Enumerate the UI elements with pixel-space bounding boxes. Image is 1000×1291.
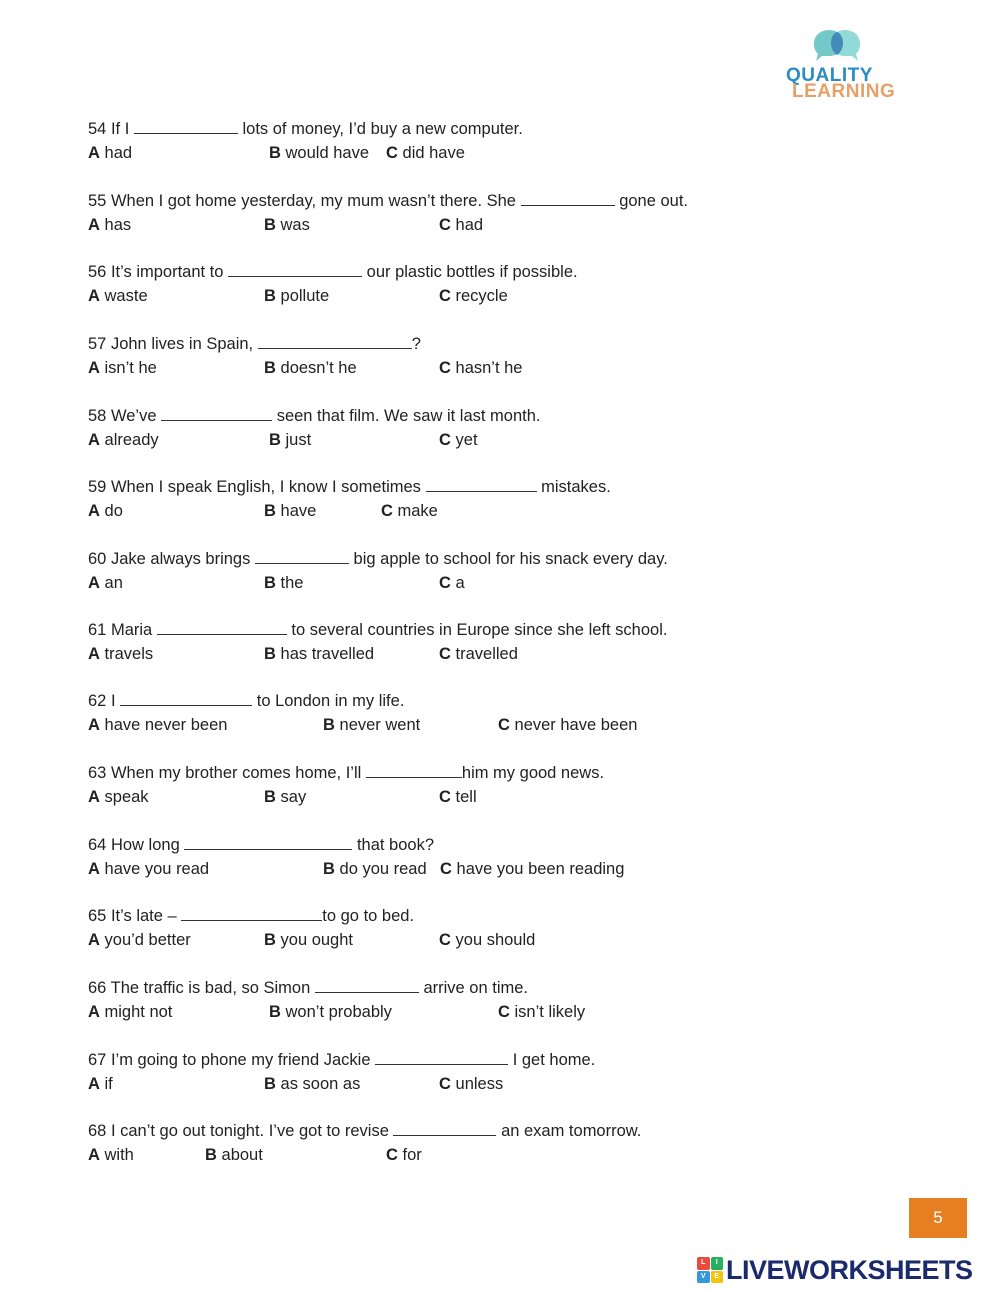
- question-text: [88, 476, 611, 498]
- question-number: 67: [88, 1051, 107, 1069]
- option-text: never went: [339, 716, 421, 734]
- question-text: [88, 118, 523, 140]
- option-a[interactable]: [88, 858, 209, 880]
- question-stem-before: How long: [110, 836, 180, 854]
- question-text: [88, 1049, 595, 1071]
- option-text: have you been reading: [456, 860, 625, 878]
- option-text: doesn’t he: [280, 359, 357, 377]
- option-a[interactable]: [88, 1073, 113, 1095]
- option-b[interactable]: [269, 429, 311, 451]
- option-letter: A: [88, 788, 100, 806]
- question-stem-after: lots of money, I’d buy a new computer.: [242, 120, 523, 138]
- question-stem-after: seen that film. We saw it last month.: [276, 407, 541, 425]
- option-letter: C: [498, 1003, 510, 1021]
- question-number: 63: [88, 764, 107, 782]
- option-text: an: [104, 574, 123, 592]
- option-text: you ought: [280, 931, 353, 949]
- question-stem-before: It’s late –: [110, 907, 177, 925]
- question-stem-before: The traffic is bad, so Simon: [110, 979, 311, 997]
- option-letter: B: [269, 144, 281, 162]
- question-number: 60: [88, 550, 107, 568]
- option-text: a: [455, 574, 465, 592]
- option-letter: C: [439, 574, 451, 592]
- option-letter: C: [439, 287, 451, 305]
- option-letter: C: [439, 931, 451, 949]
- question-number: 58: [88, 407, 107, 425]
- option-letter: A: [88, 645, 100, 663]
- question-stem-before: Jake always brings: [110, 550, 251, 568]
- quality-learning-logo: [786, 28, 910, 104]
- answer-blank[interactable]: [375, 1050, 508, 1065]
- option-b[interactable]: [205, 1144, 263, 1166]
- option-text: just: [285, 431, 312, 449]
- option-a[interactable]: [88, 500, 123, 522]
- liveworksheets-brand: [697, 1255, 973, 1285]
- question-text: [88, 261, 578, 283]
- question-stem-after: to go to bed.: [322, 907, 415, 925]
- option-letter: A: [88, 1003, 100, 1021]
- option-text: speak: [104, 788, 149, 806]
- option-letter: A: [88, 1075, 100, 1093]
- option-letter: B: [264, 359, 276, 377]
- option-letter: C: [381, 502, 393, 520]
- option-b[interactable]: [264, 285, 329, 307]
- option-letter: A: [88, 431, 100, 449]
- option-letter: A: [88, 359, 100, 377]
- option-text: isn’t he: [104, 359, 157, 377]
- option-text: never have been: [514, 716, 638, 734]
- answer-blank[interactable]: [120, 691, 252, 706]
- option-text: have never been: [104, 716, 228, 734]
- option-text: won’t probably: [285, 1003, 392, 1021]
- option-b[interactable]: [323, 858, 427, 880]
- option-text: you should: [455, 931, 536, 949]
- option-a[interactable]: [88, 1144, 134, 1166]
- option-letter: A: [88, 144, 100, 162]
- option-a[interactable]: [88, 429, 159, 451]
- question-stem-before: John lives in Spain,: [110, 335, 254, 353]
- option-letter: B: [323, 860, 335, 878]
- question-stem-before: If I: [110, 120, 130, 138]
- option-text: would have: [285, 144, 369, 162]
- option-c[interactable]: [498, 714, 637, 736]
- answer-blank[interactable]: [228, 262, 362, 277]
- option-c[interactable]: [381, 500, 438, 522]
- option-b[interactable]: [264, 357, 357, 379]
- option-text: unless: [455, 1075, 504, 1093]
- answer-blank[interactable]: [161, 406, 272, 421]
- option-c[interactable]: [439, 572, 465, 594]
- option-text: you’d better: [104, 931, 191, 949]
- option-c[interactable]: [439, 429, 478, 451]
- question-text: [88, 977, 528, 999]
- answer-blank[interactable]: [393, 1121, 496, 1136]
- option-text: yet: [455, 431, 478, 449]
- option-letter: B: [269, 1003, 281, 1021]
- option-c[interactable]: [439, 357, 522, 379]
- question-number: 65: [88, 907, 107, 925]
- question-stem-after: an exam tomorrow.: [501, 1122, 642, 1140]
- question-stem-after: big apple to school for his snack every day.: [353, 550, 668, 568]
- option-letter: B: [264, 931, 276, 949]
- option-text: with: [104, 1146, 134, 1164]
- question-stem-before: When I speak English, I know I sometimes: [110, 478, 421, 496]
- option-letter: C: [386, 144, 398, 162]
- question-text: [88, 190, 688, 212]
- option-letter: C: [439, 431, 451, 449]
- option-letter: B: [264, 502, 276, 520]
- option-a[interactable]: [88, 142, 132, 164]
- badge-letter: E: [711, 1271, 724, 1284]
- question-stem-after: our plastic bottles if possible.: [366, 263, 578, 281]
- answer-blank[interactable]: [315, 978, 419, 993]
- option-letter: C: [439, 216, 451, 234]
- option-text: has travelled: [280, 645, 375, 663]
- question-stem-after: mistakes.: [541, 478, 611, 496]
- option-text: make: [397, 502, 438, 520]
- option-letter: B: [264, 216, 276, 234]
- option-letter: A: [88, 216, 100, 234]
- badge-letter: L: [697, 1257, 710, 1270]
- option-b[interactable]: [264, 500, 316, 522]
- question-stem-before: I’m going to phone my friend Jackie: [110, 1051, 371, 1069]
- option-c[interactable]: [386, 142, 465, 164]
- option-letter: B: [205, 1146, 217, 1164]
- question-number: 57: [88, 335, 107, 353]
- question-stem-before: When my brother comes home, I’ll: [110, 764, 362, 782]
- option-a[interactable]: [88, 929, 191, 951]
- option-letter: C: [386, 1146, 398, 1164]
- question-stem-after: that book?: [356, 836, 434, 854]
- option-text: do you read: [339, 860, 427, 878]
- option-a[interactable]: [88, 572, 123, 594]
- question-stem-before: I can’t go out tonight. I’ve got to revise: [110, 1122, 389, 1140]
- question-number: 55: [88, 192, 107, 210]
- badge-letter: V: [697, 1271, 710, 1284]
- page-number-badge: [909, 1198, 967, 1238]
- option-text: isn’t likely: [514, 1003, 586, 1021]
- question-stem-before: Maria: [110, 621, 153, 639]
- question-stem-before: We’ve: [110, 407, 157, 425]
- question-number: 62: [88, 692, 107, 710]
- page-number: 5: [933, 1208, 943, 1227]
- question-text: [88, 905, 414, 927]
- option-text: had: [455, 216, 484, 234]
- option-c[interactable]: [386, 1144, 422, 1166]
- logo-word-learning: LEARNING: [792, 81, 896, 102]
- question-number: 59: [88, 478, 107, 496]
- answer-blank[interactable]: [184, 835, 352, 850]
- option-text: if: [104, 1075, 113, 1093]
- option-letter: B: [264, 287, 276, 305]
- option-text: hasn’t he: [455, 359, 523, 377]
- option-b[interactable]: [323, 714, 420, 736]
- question-text: [88, 333, 421, 355]
- question-text: [88, 1120, 641, 1142]
- option-text: have you read: [104, 860, 210, 878]
- question-stem-after: him my good news.: [461, 764, 605, 782]
- option-text: say: [280, 788, 307, 806]
- option-c[interactable]: [439, 929, 535, 951]
- option-letter: C: [439, 359, 451, 377]
- option-b[interactable]: [264, 929, 353, 951]
- question-number: 56: [88, 263, 107, 281]
- option-text: do: [104, 502, 123, 520]
- question-stem-after: I get home.: [512, 1051, 596, 1069]
- option-text: had: [104, 144, 133, 162]
- option-letter: A: [88, 287, 100, 305]
- option-c[interactable]: [439, 1073, 503, 1095]
- option-c[interactable]: [439, 786, 477, 808]
- question-stem-after: ?: [411, 335, 421, 353]
- option-text: for: [402, 1146, 422, 1164]
- answer-blank[interactable]: [134, 119, 238, 134]
- option-a[interactable]: [88, 643, 153, 665]
- answer-blank[interactable]: [157, 620, 287, 635]
- option-letter: B: [264, 788, 276, 806]
- option-text: as soon as: [280, 1075, 361, 1093]
- option-b[interactable]: [264, 643, 374, 665]
- option-text: the: [280, 574, 304, 592]
- option-letter: C: [440, 860, 452, 878]
- question-number: 64: [88, 836, 107, 854]
- option-b[interactable]: [269, 142, 369, 164]
- option-c[interactable]: [440, 858, 624, 880]
- option-letter: A: [88, 716, 100, 734]
- option-a[interactable]: [88, 1001, 172, 1023]
- question-stem-before: It’s important to: [110, 263, 224, 281]
- question-stem-after: arrive on time.: [423, 979, 529, 997]
- question-text: [88, 762, 604, 784]
- option-a[interactable]: [88, 786, 149, 808]
- option-letter: B: [323, 716, 335, 734]
- option-b[interactable]: [269, 1001, 392, 1023]
- option-text: recycle: [455, 287, 508, 305]
- speech-bubbles-icon: [810, 28, 864, 62]
- answer-blank[interactable]: [258, 334, 412, 349]
- option-letter: B: [264, 645, 276, 663]
- logo-word-quality: QUALITY: [786, 65, 873, 86]
- option-letter: C: [439, 788, 451, 806]
- option-letter: B: [269, 431, 281, 449]
- question-text: [88, 834, 434, 856]
- option-letter: C: [498, 716, 510, 734]
- option-a[interactable]: [88, 714, 227, 736]
- answer-blank[interactable]: [366, 763, 462, 778]
- option-c[interactable]: [498, 1001, 585, 1023]
- question-stem-after: to several countries in Europe since she left school.: [291, 621, 668, 639]
- option-letter: A: [88, 1146, 100, 1164]
- option-text: about: [221, 1146, 263, 1164]
- option-a[interactable]: [88, 285, 148, 307]
- question-stem-before: When I got home yesterday, my mum wasn’t there. She: [110, 192, 516, 210]
- question-number: 61: [88, 621, 107, 639]
- question-text: [88, 690, 404, 712]
- answer-blank[interactable]: [255, 549, 349, 564]
- question-number: 66: [88, 979, 107, 997]
- option-letter: A: [88, 502, 100, 520]
- option-letter: A: [88, 860, 100, 878]
- question-text: [88, 405, 541, 427]
- question-stem-after: gone out.: [619, 192, 688, 210]
- option-text: travels: [104, 645, 154, 663]
- question-text: [88, 619, 667, 641]
- option-text: have: [280, 502, 317, 520]
- badge-letter: I: [711, 1257, 724, 1270]
- option-text: pollute: [280, 287, 330, 305]
- option-letter: C: [439, 645, 451, 663]
- option-letter: B: [264, 574, 276, 592]
- option-letter: A: [88, 931, 100, 949]
- option-c[interactable]: [439, 643, 518, 665]
- answer-blank[interactable]: [181, 906, 322, 921]
- option-a[interactable]: [88, 214, 131, 236]
- option-text: travelled: [455, 645, 518, 663]
- question-text: [88, 548, 668, 570]
- option-b[interactable]: [264, 214, 310, 236]
- option-text: has: [104, 216, 132, 234]
- option-text: did have: [402, 144, 465, 162]
- option-text: might not: [104, 1003, 173, 1021]
- question-number: 68: [88, 1122, 107, 1140]
- option-a[interactable]: [88, 357, 157, 379]
- option-letter: B: [264, 1075, 276, 1093]
- option-letter: C: [439, 1075, 451, 1093]
- option-c[interactable]: [439, 214, 483, 236]
- question-number: 54: [88, 120, 107, 138]
- option-letter: A: [88, 574, 100, 592]
- question-stem-before: I: [110, 692, 116, 710]
- option-text: tell: [455, 788, 477, 806]
- option-text: already: [104, 431, 159, 449]
- option-b[interactable]: [264, 786, 306, 808]
- option-b[interactable]: [264, 572, 303, 594]
- answer-blank[interactable]: [521, 191, 615, 206]
- option-text: was: [280, 216, 310, 234]
- liveworksheets-badge-icon: [697, 1257, 723, 1283]
- option-text: waste: [104, 287, 148, 305]
- option-c[interactable]: [439, 285, 508, 307]
- question-stem-after: to London in my life.: [256, 692, 405, 710]
- liveworksheets-wordmark: LIVEWORKSHEETS: [726, 1254, 973, 1285]
- answer-blank[interactable]: [426, 477, 537, 492]
- option-b[interactable]: [264, 1073, 360, 1095]
